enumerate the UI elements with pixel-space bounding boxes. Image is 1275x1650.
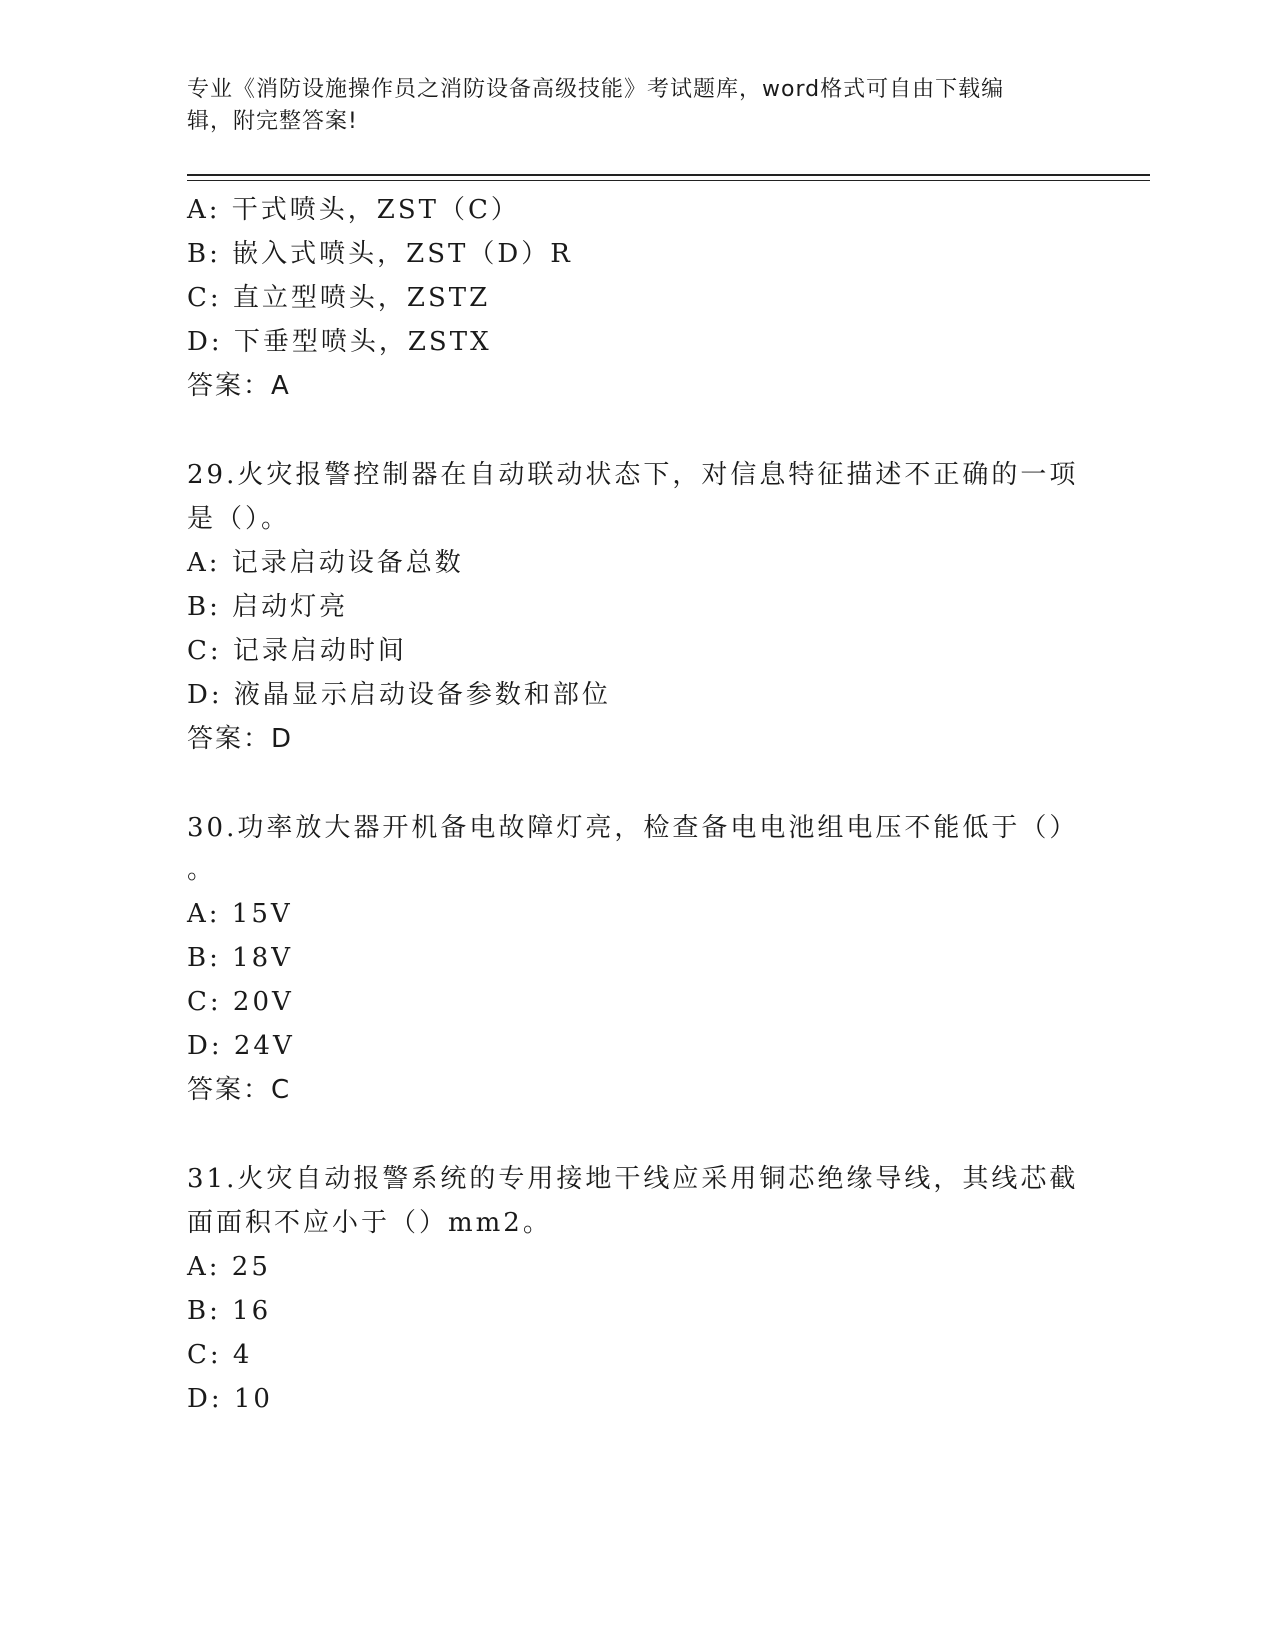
q30-stem-line-2: 。	[187, 855, 217, 885]
q29-option-d: D: 液晶显示启动设备参数和部位	[187, 680, 611, 710]
q28-option-a: A: 干式喷头，ZST（C）	[187, 195, 520, 225]
q28-option-c: C: 直立型喷头，ZSTZ	[187, 283, 491, 313]
q30-option-b: B: 18V	[187, 943, 293, 973]
q31-option-d: D: 10	[187, 1384, 273, 1414]
header-divider-thick	[187, 174, 1150, 176]
header-line-1: 专业《消防设施操作员之消防设备高级技能》考试题库，word格式可自由下载编	[187, 77, 1005, 102]
q29-stem-line-1: 29.火灾报警控制器在自动联动状态下，对信息特征描述不正确的一项	[187, 460, 1079, 490]
q29-stem-line-2: 是（）。	[187, 504, 291, 534]
q31-option-b: B: 16	[187, 1296, 272, 1326]
q30-answer: 答案：C	[187, 1075, 292, 1105]
q29-option-b: B: 启动灯亮	[187, 592, 349, 622]
q29-option-c: C: 记录启动时间	[187, 636, 407, 666]
q29-answer: 答案：D	[187, 724, 294, 754]
document-header	[187, 74, 1067, 138]
header-line-2: 辑，附完整答案!	[187, 109, 358, 134]
q30-option-a: A: 15V	[187, 899, 293, 929]
q31-option-a: A: 25	[187, 1252, 271, 1282]
q31-option-c: C: 4	[187, 1340, 253, 1370]
q31-stem-line-1: 31.火灾自动报警系统的专用接地干线应采用铜芯绝缘导线，其线芯截	[187, 1164, 1079, 1194]
q31-stem-line-2: 面面积不应小于（）mm2。	[187, 1208, 552, 1238]
q30-option-c: C: 20V	[187, 987, 294, 1017]
q28-answer: 答案：A	[187, 371, 291, 401]
q30-stem-line-1: 30.功率放大器开机备电故障灯亮，检查备电电池组电压不能低于（）	[187, 813, 1079, 843]
q28-option-d: D: 下垂型喷头，ZSTX	[187, 327, 492, 357]
q30-option-d: D: 24V	[187, 1031, 295, 1061]
header-divider-thin	[187, 180, 1150, 181]
q28-option-b: B: 嵌入式喷头，ZST（D）R	[187, 239, 573, 269]
q29-option-a: A: 记录启动设备总数	[187, 548, 464, 578]
